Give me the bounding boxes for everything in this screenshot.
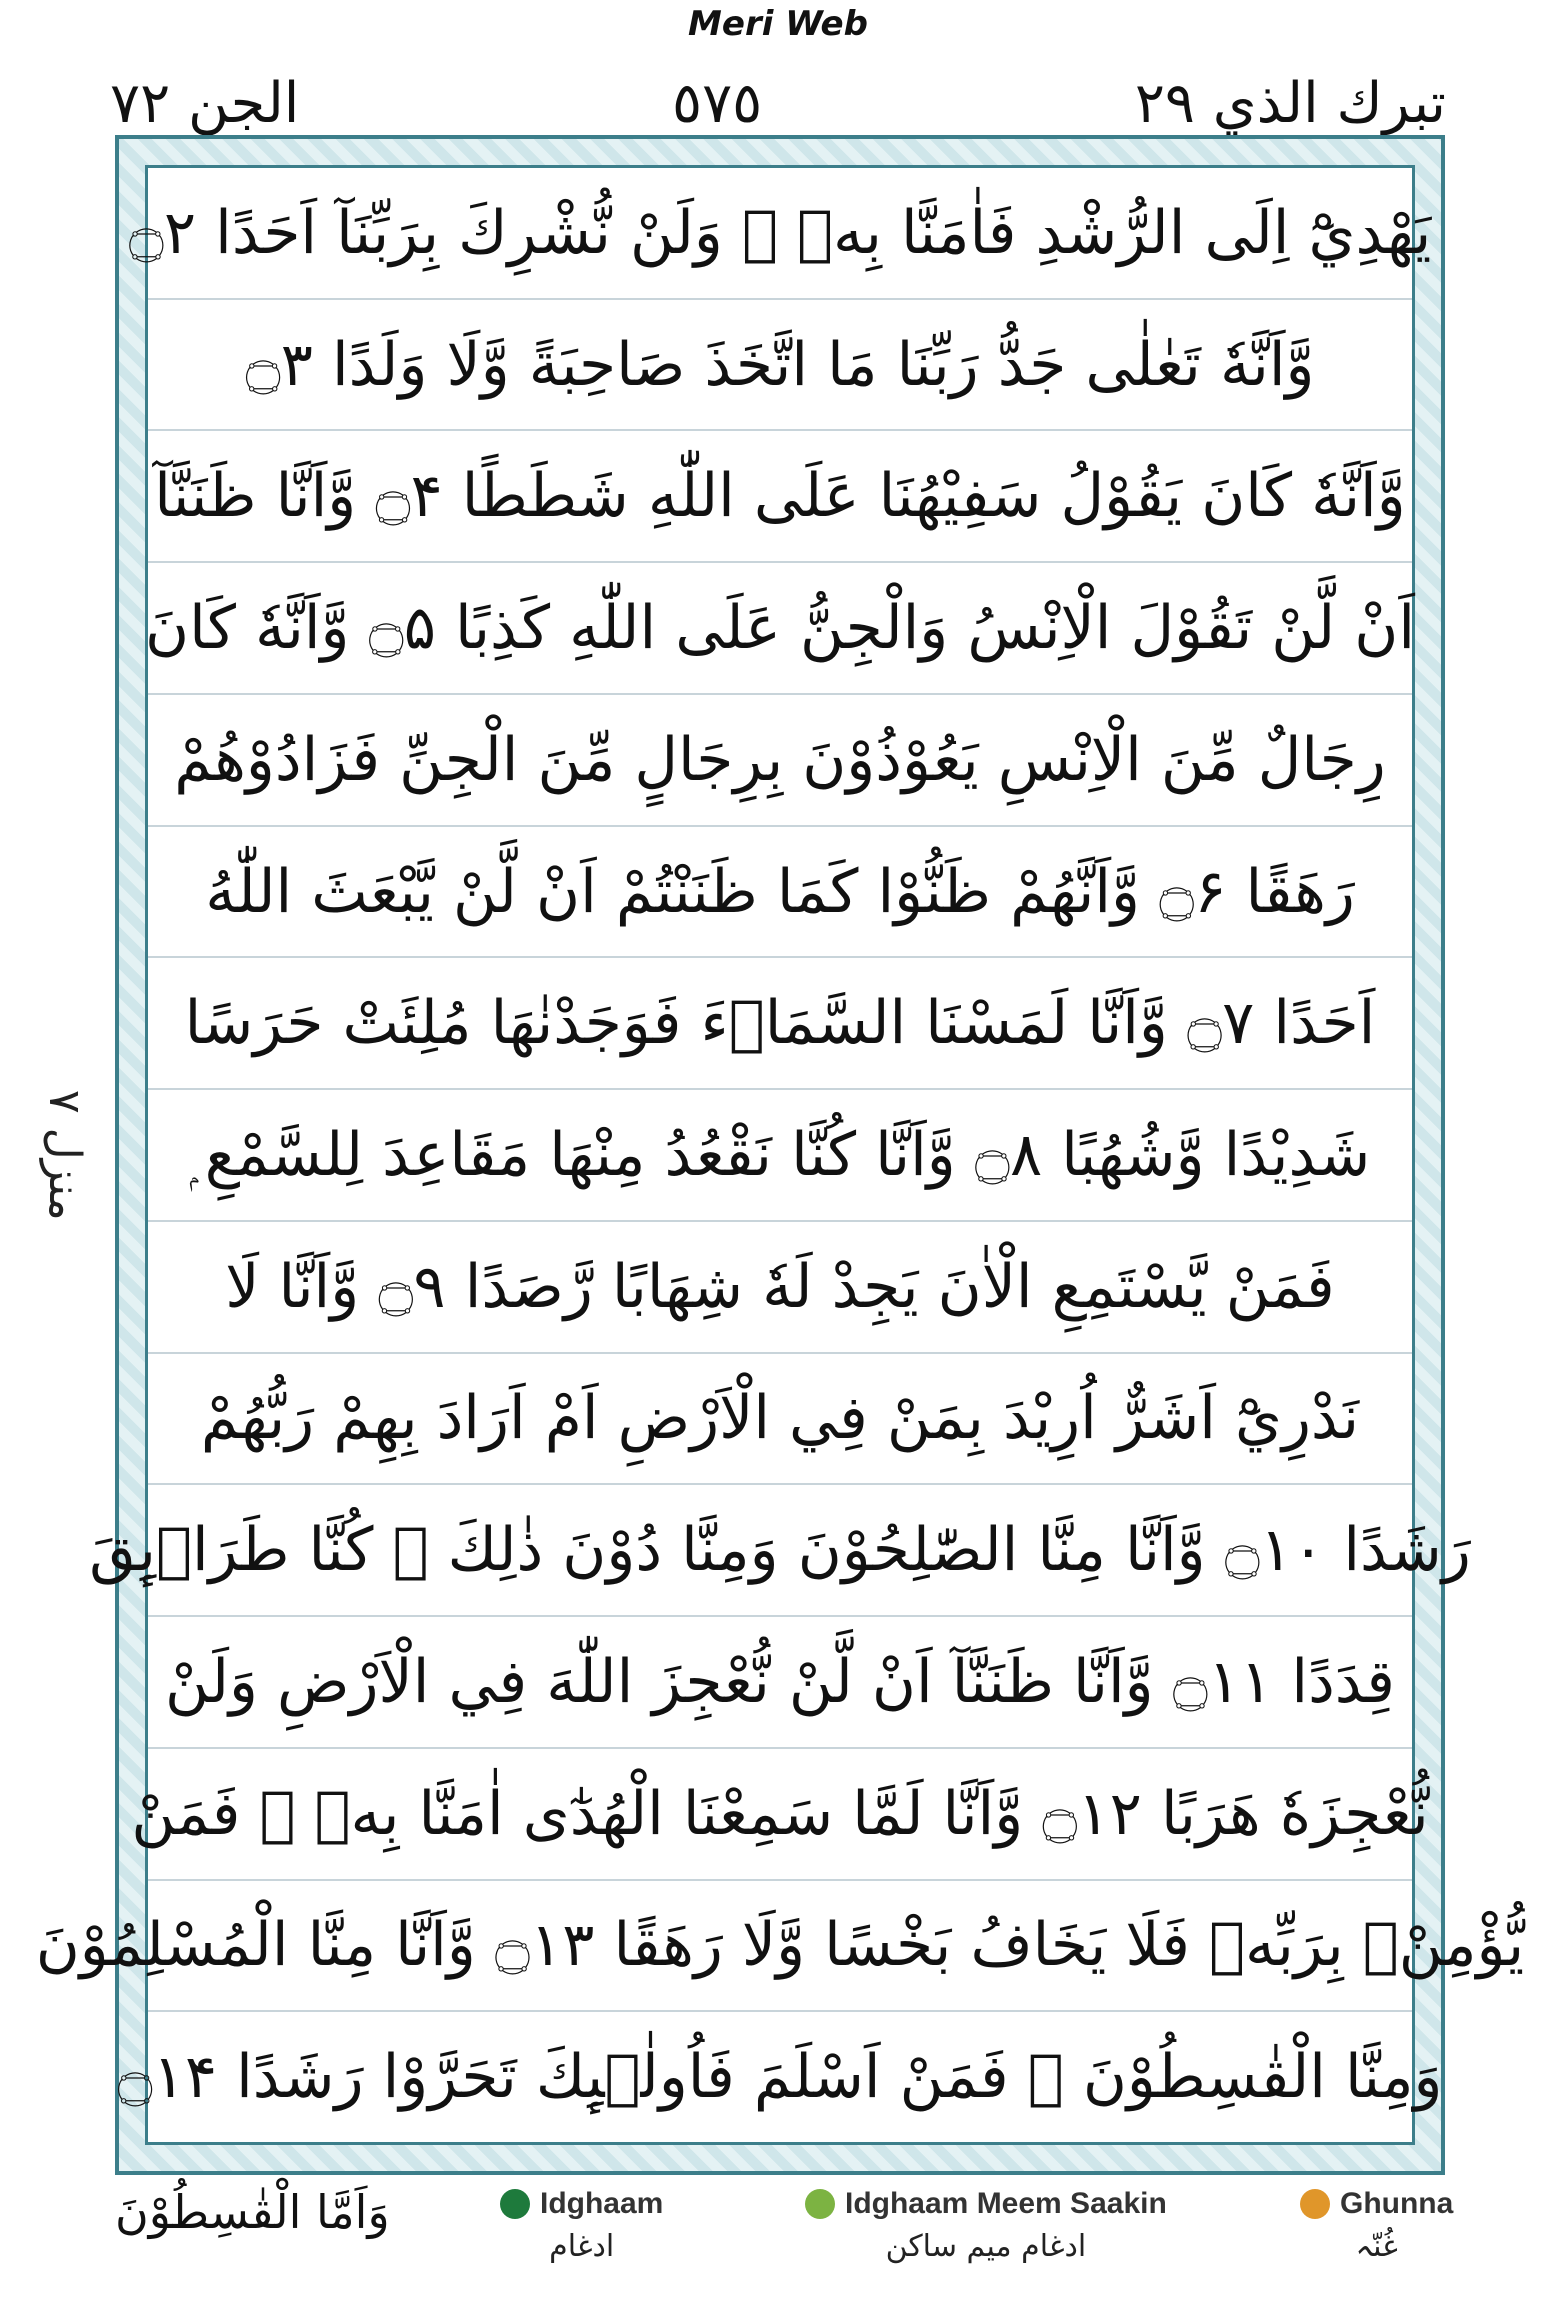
legend-dot — [805, 2189, 835, 2219]
verse-line: رَهَقًا ۝۶ وَّاَنَّهُمْ ظَنُّوْا كَمَا ظَنَنْتُمْ اَنْ لَّنْ يَّبْعَثَ اللّٰهُ — [148, 827, 1412, 959]
manzil-marker: منزل ٧ — [39, 1090, 90, 1221]
verse-line: رَشَدًا ۝۱۰ وَّاَنَّا مِنَّا الصّٰلِحُوْنَ وَمِنَّا دُوْنَ ذٰلِكَ ۭ كُنَّا طَرَاۗىِٕقَ — [148, 1485, 1412, 1617]
verse-line: نُّعْجِزَهٗ هَرَبًا ۝۱۲ وَّاَنَّا لَمَّا سَمِعْنَا الْهُدٰٓى اٰمَنَّا بِهٖ ۭ فَمَنْ — [148, 1749, 1412, 1881]
legend-urdu: ادغام میم ساکن — [885, 2229, 1087, 2264]
catchword: وَاَمَّا الْقٰسِطُوْنَ — [115, 2185, 390, 2239]
legend-label: Idghaam Meem Saakin — [845, 2187, 1167, 2220]
legend-urdu: غُنّہ — [1355, 2229, 1398, 2264]
verse-line: وَّاَنَّهٗ كَانَ يَقُوْلُ سَفِيْهُنَا عَلَى اللّٰهِ شَطَطًا ۝۴ وَّاَنَّا ظَنَنَّآ — [148, 431, 1412, 563]
legend-urdu: ادغام — [549, 2229, 615, 2264]
verse-line: يُّؤْمِنْۢ بِرَبِّهٖ فَلَا يَخَافُ بَخْسًا وَّلَا رَهَقًا ۝۱۳ وَّاَنَّا مِنَّا الْمُسْلِمُوْنَ — [148, 1881, 1412, 2013]
page-number: ٥٧٥ — [671, 70, 763, 136]
page-footer — [0, 2185, 1556, 2295]
verse-line: يَهْدِيْٓ اِلَى الرُّشْدِ فَاٰمَنَّا بِهٖ ۭ وَلَنْ نُّشْرِكَ بِرَبِّنَآ اَحَدًا ۝۲ — [148, 168, 1412, 300]
legend-label: Ghunna — [1340, 2187, 1454, 2220]
legend-ghunna — [1300, 2187, 1453, 2264]
verse-line: وَّاَنَّهٗ تَعٰلٰى جَدُّ رَبِّنَا مَا اتَّخَذَ صَاحِبَةً وَّلَا وَلَدًا ۝۳ — [148, 300, 1412, 432]
surah-name: الجن ٧٢ — [110, 70, 300, 136]
verse-line: نَدْرِيْٓ اَشَرٌّ اُرِيْدَ بِمَنْ فِي الْاَرْضِ اَمْ اَرَادَ بِهِمْ رَبُّهُمْ — [148, 1354, 1412, 1486]
verse-line: قِدَدًا ۝۱۱ وَّاَنَّا ظَنَنَّآ اَنْ لَّنْ نُّعْجِزَ اللّٰهَ فِي الْاَرْضِ وَلَنْ — [148, 1617, 1412, 1749]
verse-line: شَدِيْدًا وَّشُهُبًا ۝۸ وَّاَنَّا كُنَّا نَقْعُدُ مِنْهَا مَقَاعِدَ لِلسَّمْعِ ۭ — [148, 1090, 1412, 1222]
legend-idghaam-meem-saakin — [805, 2187, 1167, 2264]
watermark: Meri Web — [688, 4, 868, 44]
verse-line: اَنْ لَّنْ تَقُوْلَ الْاِنْسُ وَالْجِنُّ عَلَى اللّٰهِ كَذِبًا ۝۵ وَّاَنَّهٗ كَانَ — [148, 563, 1412, 695]
verse-line: رِجَالٌ مِّنَ الْاِنْسِ يَعُوْذُوْنَ بِرِجَالٍ مِّنَ الْجِنِّ فَزَادُوْهُمْ — [148, 695, 1412, 827]
legend-dot — [500, 2189, 530, 2219]
juz-name: تبرك الذي ٢٩ — [1134, 70, 1446, 136]
legend-dot — [1300, 2189, 1330, 2219]
legend-idghaam — [500, 2187, 663, 2264]
verse-line: اَحَدًا ۝۷ وَّاَنَّا لَمَسْنَا السَّمَاۗءَ فَوَجَدْنٰهَا مُلِئَتْ حَرَسًا — [148, 958, 1412, 1090]
legend-label: Idghaam — [540, 2187, 664, 2220]
verse-line: فَمَنْ يَّسْتَمِعِ الْاٰنَ يَجِدْ لَهٗ شِهَابًا رَّصَدًا ۝۹ وَّاَنَّا لَا — [148, 1222, 1412, 1354]
verse-line: وَمِنَّا الْقٰسِطُوْنَ ۭ فَمَنْ اَسْلَمَ فَاُولٰۗىِٕكَ تَحَرَّوْا رَشَدًا ۝۱۴ — [117, 2042, 1443, 2113]
